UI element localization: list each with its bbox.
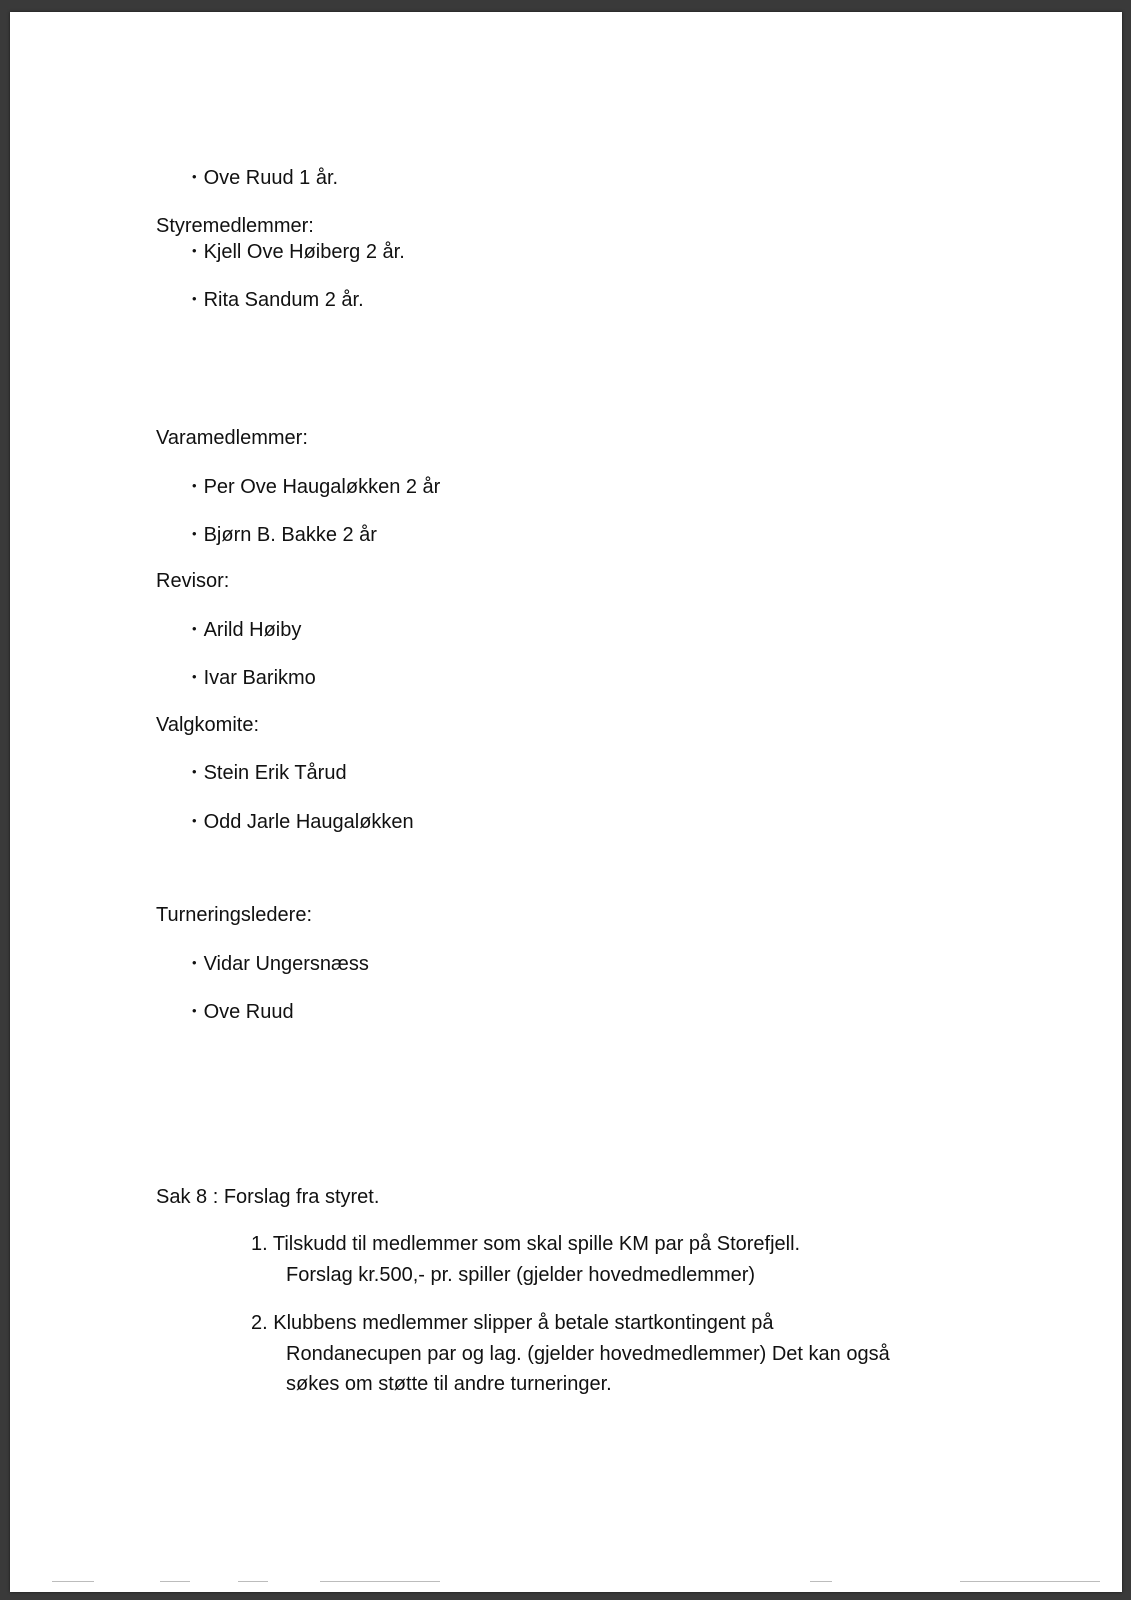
bullet-item: • Ove Ruud 1 år. — [192, 166, 338, 192]
scan-artifact-line — [52, 1581, 94, 1582]
scan-artifact-line — [160, 1581, 190, 1582]
section-heading-styremedlemmer: Styremedlemmer: — [156, 215, 314, 237]
bullet-item: • Vidar Ungersnæss — [192, 952, 369, 978]
numbered-item — [251, 1232, 800, 1256]
item-line: Tilskudd til medlemmer som skal spille KM par på Storefjell. — [272, 1233, 801, 1255]
item-number: 2. — [251, 1312, 268, 1334]
bullet-item: • Bjørn B. Bakke 2 år — [192, 523, 377, 549]
item-number: 1. — [251, 1233, 268, 1255]
item-line: Forslag kr.500,- pr. spiller (gjelder hovedmedlemmer) — [286, 1264, 756, 1286]
item-line: Klubbens medlemmer slipper å betale startkontingent på — [273, 1312, 774, 1334]
bullet-item: • Ove Ruud — [192, 1000, 294, 1026]
bullet-item: • Kjell Ove Høiberg 2 år. — [192, 240, 405, 266]
numbered-item — [251, 1311, 774, 1335]
item-line: søkes om støtte til andre turneringer. — [286, 1373, 612, 1395]
document-content — [10, 12, 1122, 1592]
item-line: Rondanecupen par og lag. (gjelder hovedmedlemmer) Det kan også — [286, 1343, 890, 1365]
section-heading-varamedlemmer: Varamedlemmer: — [156, 427, 308, 449]
scan-artifact-line — [320, 1581, 440, 1582]
bullet-item: • Stein Erik Tårud — [192, 761, 347, 787]
bullet-item: • Arild Høiby — [192, 618, 301, 644]
sak-heading: Sak 8 : Forslag fra styret. — [156, 1186, 380, 1208]
bullet-item: • Ivar Barikmo — [192, 666, 316, 692]
scan-artifact-line — [960, 1581, 1100, 1582]
scan-artifact-line — [238, 1581, 268, 1582]
section-heading-revisor: Revisor: — [156, 570, 230, 592]
bullet-item: • Odd Jarle Haugaløkken — [192, 810, 414, 836]
bullet-item: • Rita Sandum 2 år. — [192, 288, 364, 314]
section-heading-valgkomite: Valgkomite: — [156, 714, 260, 736]
document-page — [10, 12, 1122, 1592]
section-heading-turneringsledere: Turneringsledere: — [156, 904, 313, 926]
bullet-item: • Per Ove Haugaløkken 2 år — [192, 475, 440, 501]
scan-artifact-line — [810, 1581, 832, 1582]
